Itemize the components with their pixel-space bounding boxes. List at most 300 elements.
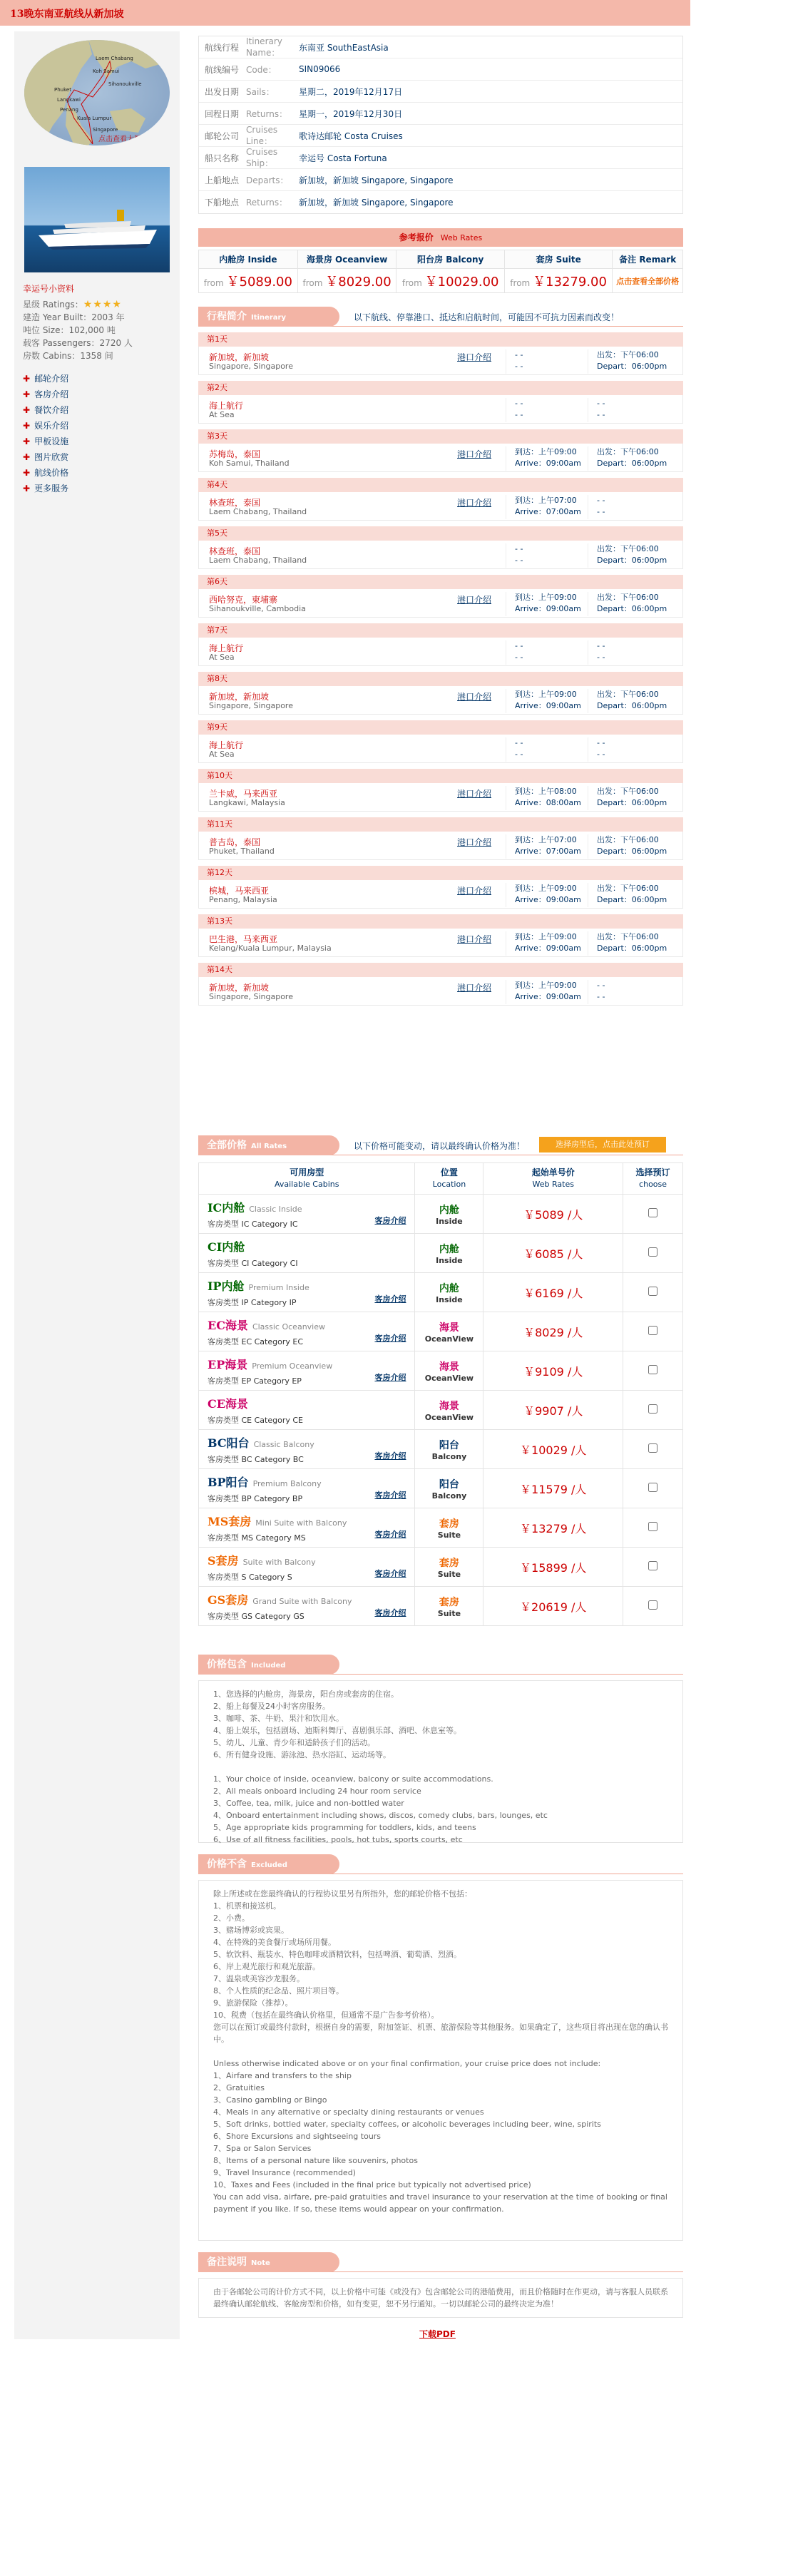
rate-cell [199, 269, 298, 293]
arrive-cell [506, 834, 584, 859]
depart-cell [588, 931, 684, 956]
depart-cell [588, 834, 684, 859]
info-value: 东南亚 SouthEastAsia [299, 42, 389, 53]
port-name-en: Sihanoukville, Cambodia [209, 604, 306, 613]
port-name-en: Singapore, Singapore [209, 701, 293, 710]
info-value: 新加坡，新加坡 Singapore, Singapore [299, 198, 454, 208]
location-en: Suite [437, 1530, 461, 1540]
rate-cell [297, 269, 396, 293]
header-en: Available Cabins [275, 1180, 339, 1189]
cabin-row [199, 1548, 683, 1587]
depart-en: Depart：06:00pm [597, 604, 667, 613]
port-intro-link[interactable]: 港口介绍 [457, 837, 492, 847]
depart-cell [588, 786, 684, 810]
depart-cn: 出发：下午06:00 [597, 593, 659, 602]
cabin-category: 客房类型 S Category S [208, 1572, 292, 1582]
cabin-intro-link[interactable]: 客房介绍 [374, 1608, 406, 1617]
arrive-en: Arrive：07:00am [515, 507, 581, 516]
notes-tag-en: Note [251, 2259, 270, 2267]
excluded-tag-en: Excluded [251, 1861, 287, 1869]
from-label: from [203, 277, 224, 288]
itinerary-row [198, 492, 683, 521]
cabin-header [199, 1163, 415, 1195]
map-enlarge-link[interactable]: 点击查看大图 [98, 136, 141, 143]
cabin-price: ￥6085 /人 [523, 1247, 583, 1261]
location-cn: 内舱 [439, 1243, 459, 1255]
itinerary-row [198, 977, 683, 1006]
sidebar-item-photos[interactable] [23, 451, 68, 463]
page-title-bar [0, 0, 690, 26]
day-label: 第13天 [198, 914, 683, 929]
cabin-price: ￥5089 /人 [523, 1207, 583, 1222]
itinerary-row [198, 589, 683, 618]
web-rates-title: 参考报价 [399, 232, 434, 242]
map-label: Laem Chabang [96, 56, 133, 61]
depart-en: Depart：06:00pm [597, 944, 667, 953]
arrive-en: Arrive：09:00am [515, 895, 581, 904]
cabin-price-cell [483, 1312, 623, 1351]
cabin-row [199, 1430, 683, 1469]
included-tag-en: Included [251, 1662, 286, 1670]
cabin-type: BC阳台 [208, 1436, 250, 1450]
info-value: 新加坡，新加坡 Singapore, Singapore [299, 175, 454, 185]
port-intro-link[interactable]: 港口介绍 [457, 886, 492, 896]
port-name: 苏梅岛，泰国 [209, 449, 261, 459]
cabin-price: ￥9109 /人 [523, 1364, 583, 1379]
port-name: 兰卡威，马来西亚 [209, 789, 278, 799]
depart-en: Depart：06:00pm [597, 847, 667, 856]
list-item: 4、在特殊的美食餐厅或场所用餐。 [213, 1938, 336, 1947]
depart-cn: 出发：下午06:00 [597, 350, 659, 359]
cabin-type-en: Grand Suite with Balcony [252, 1596, 352, 1606]
location-en: Balcony [431, 1451, 467, 1461]
cabin-category: 客房类型 CI Category CI [208, 1258, 298, 1268]
sidebar [14, 31, 180, 2339]
sidebar-item-label: 客房介绍 [34, 389, 69, 399]
port-intro-link[interactable]: 港口介绍 [457, 692, 492, 702]
plus-icon: ✚ [23, 436, 31, 446]
list-item: 2、All meals onboard including 24 hour room service [213, 1787, 421, 1796]
arrive-cell [506, 349, 584, 374]
cabin-choose-cell [623, 1234, 683, 1273]
arrive-cell [506, 543, 584, 568]
sidebar-item-entertainment[interactable] [23, 419, 68, 431]
info-value: SIN09066 [299, 64, 341, 74]
arrive-cn: 到达：上午07:00 [515, 496, 577, 505]
port-name: 巴生港，马来西亚 [209, 934, 278, 944]
location-en: OceanView [424, 1334, 474, 1344]
ship-facts-title: 幸运号小资料 [23, 284, 75, 294]
itinerary-note: 以下航线、停靠港口、抵达和启航时间，可能因不可抗力因素而改变！ [354, 312, 620, 322]
cabin-price: ￥20619 /人 [520, 1600, 587, 1614]
cabin-intro-link[interactable]: 客房介绍 [374, 1530, 406, 1539]
depart-cn: 出发：下午06:00 [597, 544, 659, 553]
cabin-category: 客房类型 EP Category EP [208, 1376, 302, 1386]
cabin-type: S套房 [208, 1553, 239, 1568]
info-key-en: Departs： [246, 175, 289, 185]
info-value: 星期一，2019年12月30日 [299, 108, 403, 119]
cabin-price-cell [483, 1548, 623, 1587]
port-intro-link[interactable]: 港口介绍 [457, 352, 492, 362]
header-cn: 选择预订 [635, 1167, 670, 1177]
cabin-type: EC海景 [208, 1318, 248, 1332]
excluded-section-header [198, 1854, 683, 1874]
cabin-category: 客房类型 EC Category EC [208, 1336, 303, 1346]
sidebar-item-ship-intro[interactable] [23, 372, 68, 384]
port-name: 西哈努克，柬埔寨 [209, 595, 278, 605]
sidebar-item-label: 图片欣赏 [34, 452, 69, 462]
cabin-location-cell [415, 1234, 483, 1273]
plus-icon: ✚ [23, 389, 31, 399]
cabin-name-cell [199, 1508, 415, 1548]
arrive-en: Arrive：08:00am [515, 798, 581, 807]
day-label: 第3天 [198, 429, 683, 444]
arrive-en: - - [515, 750, 523, 759]
list-item: 10、Taxes and Fees (included in the final price but typically not advertised price) [213, 2180, 531, 2189]
day-label: 第11天 [198, 817, 683, 832]
book-button[interactable]: 选择房型后，点击此处预订 [539, 1137, 666, 1152]
list-item: 6、岸上观光旅行和观光旅游。 [213, 1962, 320, 1971]
itinerary-row [198, 541, 683, 569]
port-intro-link[interactable]: 港口介绍 [457, 498, 492, 508]
cabin-type-en: Classic Balcony [253, 1439, 314, 1449]
itinerary-row [198, 929, 683, 957]
rate-cell [504, 269, 612, 293]
info-key: 航线行程 [205, 42, 240, 53]
arrive-cn: 到达：上午09:00 [515, 884, 577, 893]
list-item: 1、机票和接送机。 [213, 1901, 281, 1911]
list-item: 4、Onboard entertainment including shows, discos, comedy clubs, bars, lounges, etc [213, 1811, 548, 1820]
list-item: 8、Items of a personal nature like souvenirs, photos [213, 2156, 418, 2165]
list-item: 7、Spa or Salon Services [213, 2144, 312, 2153]
cabin-price-cell [483, 1508, 623, 1548]
choose-checkbox[interactable] [648, 1600, 657, 1610]
info-row [199, 58, 682, 81]
cabin-type-en: Premium Balcony [252, 1478, 322, 1488]
port-name: 林查班，泰国 [209, 498, 261, 508]
list-item: 2、船上每餐及24小时客房服务。 [213, 1702, 330, 1711]
choose-checkbox[interactable] [648, 1208, 657, 1217]
cabin-location-cell [415, 1195, 483, 1234]
plus-icon: ✚ [23, 421, 31, 431]
choose-checkbox[interactable] [648, 1522, 657, 1531]
header-cn: 起始单号价 [531, 1167, 575, 1177]
list-item: 9、Travel Insurance (recommended) [213, 2168, 356, 2177]
choose-checkbox[interactable] [648, 1287, 657, 1296]
location-en: Suite [437, 1608, 461, 1618]
day-label: 第2天 [198, 381, 683, 395]
arrive-cn: 到达：上午09:00 [515, 932, 577, 941]
list-item: 1、您选择的内舱房，海景房，阳台房或套房的住宿。 [213, 1690, 399, 1699]
rate-cell [613, 269, 683, 293]
rate-price: ￥10029.00 [424, 274, 499, 290]
info-key: 下船地点 [205, 198, 240, 208]
cabin-type-en: Premium Inside [248, 1282, 309, 1292]
depart-cell [588, 689, 684, 713]
arrive-cn: 到达：上午09:00 [515, 690, 577, 699]
web-rates-title-en: Web Rates [440, 233, 483, 242]
choose-checkbox[interactable] [648, 1483, 657, 1492]
choose-checkbox[interactable] [648, 1443, 657, 1453]
notes-tag-label: 备注说明 [207, 2256, 247, 2268]
notes-box [198, 2278, 683, 2318]
cabin-name-cell [199, 1469, 415, 1508]
location-cn: 内舱 [439, 1204, 459, 1216]
depart-cn: 出发：下午06:00 [597, 884, 659, 893]
arrive-cn: - - [515, 641, 523, 650]
rate-price: ￥8029.00 [325, 274, 392, 290]
cabin-price: ￥8029 /人 [523, 1325, 583, 1339]
itinerary-tag [198, 307, 339, 327]
itinerary-tag-en: Itinerary [251, 314, 286, 322]
list-item: 1、Airfare and transfers to the ship [213, 2071, 352, 2080]
itinerary-row [198, 347, 683, 375]
cabin-price-cell [483, 1195, 623, 1234]
cabin-type: IC内舱 [208, 1200, 245, 1215]
port-name-en: Koh Samui, Thailand [209, 459, 290, 468]
port-intro-link[interactable]: 港口介绍 [457, 595, 492, 605]
route-map[interactable] [24, 40, 170, 145]
arrive-cn: - - [515, 350, 523, 359]
depart-cell [588, 640, 684, 665]
cabin-type: CE海景 [208, 1396, 248, 1411]
depart-en: - - [597, 507, 605, 516]
port-name: 海上航行 [209, 740, 244, 750]
itinerary-row [198, 638, 683, 666]
info-key: 出发日期 [205, 86, 240, 97]
port-intro-link[interactable]: 港口介绍 [457, 449, 492, 459]
choose-checkbox[interactable] [648, 1326, 657, 1335]
arrive-cell [506, 980, 584, 1004]
info-row [199, 169, 682, 191]
cabin-price: ￥10029 /人 [520, 1443, 587, 1457]
port-name-en: Phuket, Thailand [209, 847, 275, 856]
sidebar-item-prices[interactable] [23, 466, 68, 479]
port-name: 新加坡，新加坡 [209, 983, 270, 993]
cruise-info-table [198, 36, 683, 214]
location-cn: 套房 [439, 1557, 459, 1569]
location-en: OceanView [424, 1412, 474, 1422]
info-key-en: Sails： [246, 86, 275, 97]
arrive-en: Arrive：09:00am [515, 944, 581, 953]
cabin-choose-cell [623, 1548, 683, 1587]
depart-cn: - - [597, 399, 605, 408]
info-row [199, 147, 682, 169]
arrive-cell [506, 398, 584, 422]
depart-cn: - - [597, 738, 605, 747]
arrive-cn: 到达：上午08:00 [515, 787, 577, 796]
cabin-choose-cell [623, 1195, 683, 1234]
passengers: 载客 Passengers：2720 人 [23, 338, 133, 348]
rate-cell [396, 269, 504, 293]
sidebar-item-dining[interactable] [23, 404, 68, 416]
depart-cn: - - [597, 641, 605, 650]
cabin-category: 客房类型 IC Category IC [208, 1219, 298, 1229]
info-key-en: Cruises Line： [246, 124, 278, 146]
itinerary-row [198, 444, 683, 472]
depart-cn: - - [597, 496, 605, 505]
port-name-en: Singapore, Singapore [209, 992, 293, 1001]
depart-en: Depart：06:00pm [597, 798, 667, 807]
ship-photo [24, 167, 170, 272]
sidebar-item-more[interactable] [23, 482, 68, 494]
header-cn: 可用房型 [290, 1167, 324, 1177]
rating-stars-icon: ★★★★ [83, 299, 122, 310]
cabin-location-cell [415, 1508, 483, 1548]
cabin-location-cell [415, 1430, 483, 1469]
all-rates-tag-label: 全部价格 [207, 1140, 247, 1151]
depart-en: Depart：06:00pm [597, 556, 667, 565]
spacer [213, 2045, 668, 2058]
cabin-location-cell [415, 1548, 483, 1587]
cabin-name-cell [199, 1351, 415, 1391]
cabin-price-cell [483, 1587, 623, 1626]
sidebar-item-cabins[interactable] [23, 388, 68, 400]
cabin-type: BP阳台 [208, 1475, 249, 1489]
plus-icon: ✚ [23, 405, 31, 415]
cabin-name-cell [199, 1312, 415, 1351]
depart-cn: 出发：下午06:00 [597, 690, 659, 699]
cabin-intro-link[interactable]: 客房介绍 [374, 1334, 406, 1343]
info-key-en: Code： [246, 64, 277, 75]
port-name: 槟城，马来西亚 [209, 886, 270, 896]
list-item: 3、赌场博彩或宾果。 [213, 1926, 289, 1935]
choose-checkbox[interactable] [648, 1365, 657, 1374]
itinerary-row [198, 686, 683, 715]
choose-checkbox[interactable] [648, 1247, 657, 1257]
arrive-en: Arrive：09:00am [515, 604, 581, 613]
map-label: Koh Samui [93, 68, 120, 74]
choose-header [623, 1163, 683, 1195]
location-cn: 阳台 [439, 1478, 459, 1491]
cabin-price: ￥6169 /人 [523, 1286, 583, 1300]
cabin-intro-link[interactable]: 客房介绍 [374, 1491, 406, 1500]
location-en: Suite [437, 1569, 461, 1579]
list-item: 5、Age appropriate kids programming for toddlers, kids, and teens [213, 1823, 476, 1832]
info-row [199, 125, 682, 147]
rate-header: 海景房 Oceanview [297, 250, 396, 269]
map-label: Singapore [93, 127, 118, 133]
port-name-en: At Sea [209, 653, 235, 662]
location-cn: 海景 [439, 1361, 459, 1373]
cabin-intro-link[interactable]: 客房介绍 [374, 1373, 406, 1382]
port-name-en: Langkawi, Malaysia [209, 798, 285, 807]
depart-cell [588, 737, 684, 762]
included-tag [198, 1655, 339, 1675]
cabin-category: 客房类型 CE Category CE [208, 1415, 303, 1425]
cabin-location-cell [415, 1469, 483, 1508]
list-item: Unless otherwise indicated above or on your final confirmation, your cruise price does not include: [213, 2059, 601, 2068]
location-cn: 套房 [439, 1518, 459, 1530]
day-label: 第4天 [198, 478, 683, 492]
itinerary-row [198, 783, 683, 812]
list-item: 4、船上娱乐，包括剧场、迪斯科舞厅、喜剧俱乐部、酒吧、休息室等。 [213, 1726, 461, 1735]
cabin-row [199, 1234, 683, 1273]
cabin-name-cell [199, 1234, 415, 1273]
cabin-price: ￥13279 /人 [520, 1521, 587, 1535]
arrive-cell [506, 931, 584, 956]
info-value: 歌诗达邮轮 Costa Cruises [299, 131, 403, 141]
day-label: 第1天 [198, 332, 683, 347]
arrive-en: Arrive：07:00am [515, 847, 581, 856]
day-label: 第10天 [198, 769, 683, 783]
location-en: Inside [436, 1294, 463, 1304]
cabin-type-en: Classic Oceanview [252, 1322, 325, 1332]
cabin-category: 客房类型 MS Category MS [208, 1533, 306, 1543]
cabin-intro-link[interactable]: 客房介绍 [374, 1569, 406, 1578]
sidebar-item-label: 邮轮介绍 [34, 374, 69, 384]
info-key: 航线编号 [205, 64, 240, 75]
cabin-row [199, 1587, 683, 1626]
depart-cn: 出发：下午06:00 [597, 932, 659, 941]
cabin-price-cell [483, 1351, 623, 1391]
list-item: 您可以在预订或最终付款时，根据自身的需要，附加签证、机票、旅游保险等其他服务。如果确定了，这些项目将出现在您的确认书中。 [213, 2023, 668, 2044]
arrive-en: Arrive：09:00am [515, 459, 581, 468]
depart-en: Depart：06:00pm [597, 362, 667, 371]
port-intro-link[interactable]: 港口介绍 [457, 983, 492, 993]
port-name-en: Laem Chabang, Thailand [209, 507, 307, 516]
port-intro-link[interactable]: 港口介绍 [457, 789, 492, 799]
location-cn: 内舱 [439, 1282, 459, 1294]
notes-section-header [198, 2252, 683, 2272]
cabin-type-en: Suite with Balcony [242, 1557, 316, 1567]
included-list [198, 1680, 683, 1843]
cabin-choose-cell [623, 1469, 683, 1508]
cabin-choose-cell [623, 1312, 683, 1351]
day-label: 第7天 [198, 623, 683, 638]
choose-checkbox[interactable] [648, 1561, 657, 1570]
map-label: Penang [60, 107, 78, 113]
list-item: You can add visa, airfare, pre-paid gratuities and travel insurance to your reservation at the time of booking or final payment if you like. If so, these items would appear on your confirmation. [213, 2192, 667, 2214]
from-label: from [401, 277, 422, 288]
year-built: 建造 Year Built：2003 年 [23, 312, 125, 322]
notes-tag [198, 2252, 339, 2272]
port-intro-link[interactable]: 港口介绍 [457, 934, 492, 944]
arrive-cell [506, 689, 584, 713]
cabin-intro-link[interactable]: 客房介绍 [374, 1451, 406, 1461]
depart-cn: 出发：下午06:00 [597, 835, 659, 844]
plus-icon: ✚ [23, 374, 31, 384]
ratings-row [23, 298, 122, 310]
arrive-cn: 到达：上午09:00 [515, 447, 577, 456]
depart-cn: - - [597, 981, 605, 990]
info-value: 幸运号 Costa Fortuna [299, 153, 387, 163]
cabin-row [199, 1195, 683, 1234]
info-key-en: Itinerary Name： [246, 36, 282, 58]
day-label: 第12天 [198, 866, 683, 880]
cabin-intro-link[interactable]: 客房介绍 [374, 1216, 406, 1225]
sidebar-item-deck[interactable] [23, 435, 68, 447]
view-all-prices-link[interactable]: 点击查看全部价格 [616, 276, 680, 286]
download-pdf-link[interactable]: 下载PDF [419, 2329, 456, 2339]
port-name: 普吉岛，泰国 [209, 837, 261, 847]
list-item: 6、Shore Excursions and sightseeing tours [213, 2132, 382, 2141]
list-item: 5、幼儿、儿童、青少年和适龄孩子们的活动。 [213, 1738, 375, 1747]
cabin-row [199, 1273, 683, 1312]
cabin-name-cell [199, 1548, 415, 1587]
info-key-en: Returns： [246, 108, 288, 119]
cabin-intro-link[interactable]: 客房介绍 [374, 1294, 406, 1304]
port-name: 海上航行 [209, 401, 244, 411]
excluded-tag [198, 1854, 339, 1874]
rate-header: 内舱房 Inside [199, 250, 298, 269]
choose-checkbox[interactable] [648, 1404, 657, 1414]
cabin-name-cell [199, 1587, 415, 1626]
list-item: 3、Coffee, tea, milk, juice and non-bottled water [213, 1799, 404, 1808]
depart-en: - - [597, 410, 605, 419]
cabin-price: ￥9907 /人 [523, 1404, 583, 1418]
port-name-en: At Sea [209, 750, 235, 759]
